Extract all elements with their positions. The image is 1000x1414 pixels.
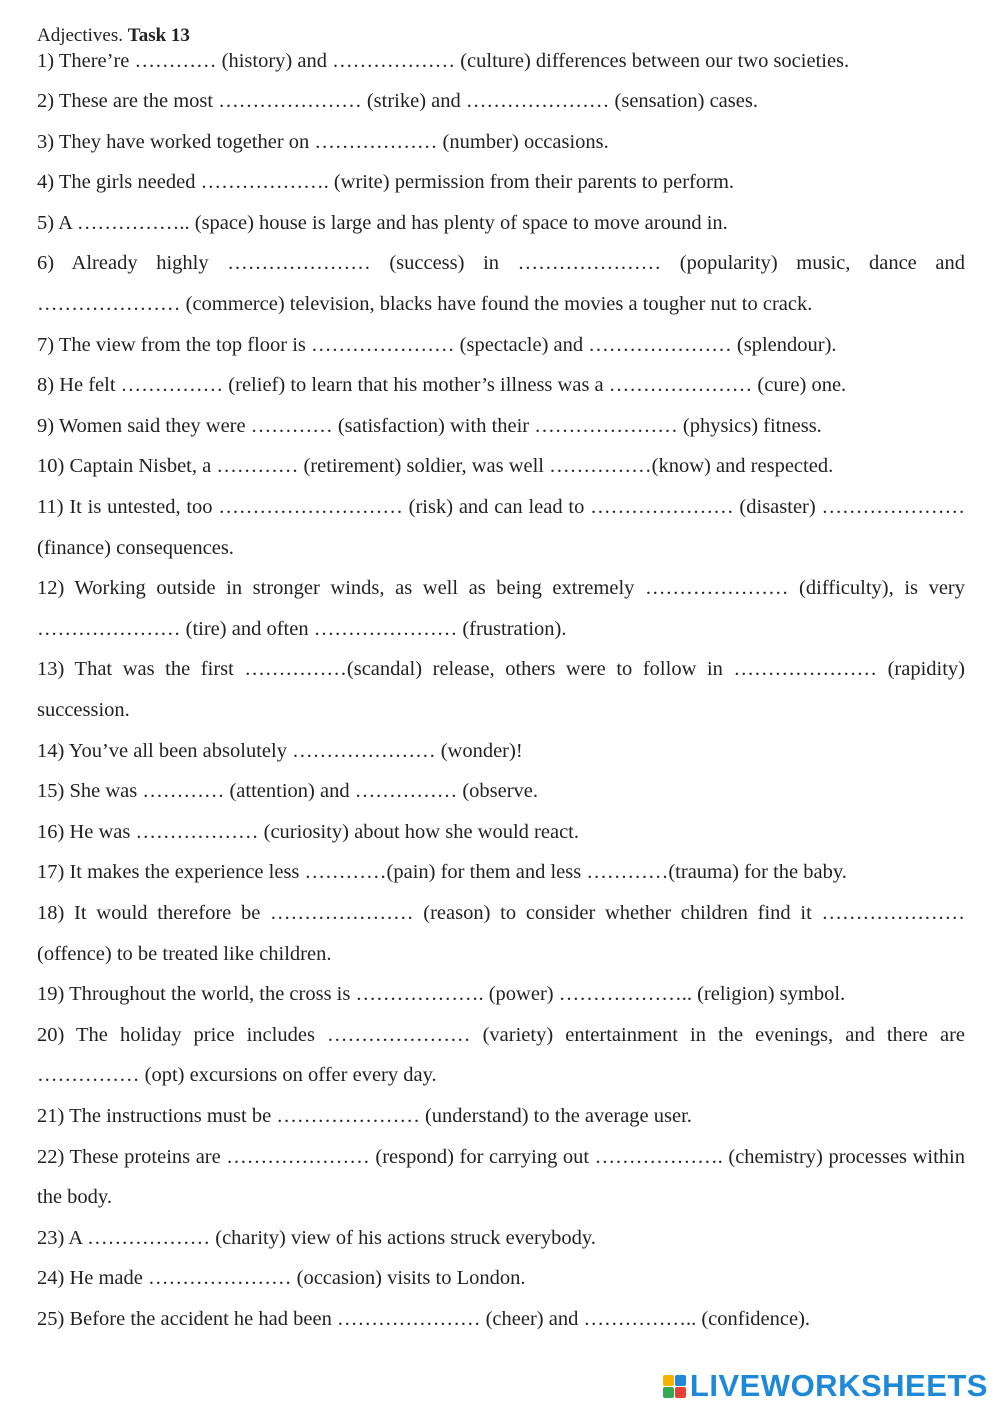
exercise-list	[37, 41, 965, 1340]
exercise-item: 10) Captain Nisbet, a ………… (retirement) soldier, was well ……………(know) and respected.	[37, 455, 834, 478]
exercise-item: 16) He was ……………… (curiosity) about how she would react.	[37, 820, 579, 843]
exercise-item: 23) A ……………… (charity) view of his actions struck everybody.	[37, 1226, 596, 1249]
exercise-item: 18) It would therefore be ………………… (reason) to consider whether children find it ………………… (offence) to be treated like children.	[37, 901, 965, 965]
exercise-item: 9) Women said they were ………… (satisfaction) with their ………………… (physics) fitness.	[37, 414, 822, 437]
liveworksheets-logo-icon	[663, 1375, 686, 1398]
exercise-item: 4) The girls needed ………………. (write) permission from their parents to perform.	[37, 171, 735, 194]
exercise-item: 1) There’re ………… (history) and ……………… (culture) differences between our two societies.	[37, 49, 850, 72]
exercise-item: 20) The holiday price includes ………………… (variety) entertainment in the evenings, and there are …………… (opt) excursions on offer every day.	[37, 1023, 965, 1087]
exercise-item: 25) Before the accident he had been ………………… (cheer) and …………….. (confidence).	[37, 1307, 811, 1330]
exercise-item: 15) She was ………… (attention) and …………… (observe.	[37, 780, 539, 803]
exercise-item: 3) They have worked together on ……………… (number) occasions.	[37, 130, 609, 153]
exercise-item: 21) The instructions must be ………………… (understand) to the average user.	[37, 1104, 692, 1127]
exercise-item: 6) Already highly ………………… (success) in ………………… (popularity) music, dance and ………………… (commerce) television, blacks have found the movies a tougher nut to crack.	[37, 252, 965, 316]
brand-name: LIVEWORKSHEETS	[689, 1368, 988, 1403]
exercise-item: 11) It is untested, too ……………………… (risk) and can lead to ………………… (disaster) ………………… (finance) consequences.	[37, 496, 965, 559]
exercise-item: 8) He felt …………… (relief) to learn that his mother’s illness was a ………………… (cure) one.	[37, 374, 847, 397]
exercise-item: 22) These proteins are ………………… (respond) for carrying out ………………. (chemistry) processes within the body.	[37, 1145, 965, 1209]
exercise-item: 7) The view from the top floor is ………………… (spectacle) and ………………… (splendour).	[37, 333, 837, 356]
exercise-item: 13) That was the first ……………(scandal) release, others were to follow in ………………… (rapidity) succession.	[37, 658, 965, 721]
exercise-item: 17) It makes the experience less …………(pain) for them and less …………(trauma) for the baby.	[37, 861, 847, 884]
exercise-item: 5) A …………….. (space) house is large and has plenty of space to move around in.	[37, 211, 728, 234]
liveworksheets-footer	[663, 1370, 988, 1402]
exercise-item: 12) Working outside in stronger winds, as well as being extremely ………………… (difficulty), is very ………………… (tire) and often ………………… (frustration).	[37, 577, 965, 640]
exercise-item: 19) Throughout the world, the cross is ………………. (power) ……………….. (religion) symbol.	[37, 983, 846, 1006]
task-label: Task 13	[127, 25, 190, 46]
exercise-item: 24) He made ………………… (occasion) visits to London.	[37, 1267, 526, 1290]
exercise-item: 2) These are the most ………………… (strike) and ………………… (sensation) cases.	[37, 90, 758, 113]
header-title: Adjectives.	[37, 25, 124, 46]
exercise-item: 14) You’ve all been absolutely ………………… (wonder)!	[37, 739, 523, 762]
